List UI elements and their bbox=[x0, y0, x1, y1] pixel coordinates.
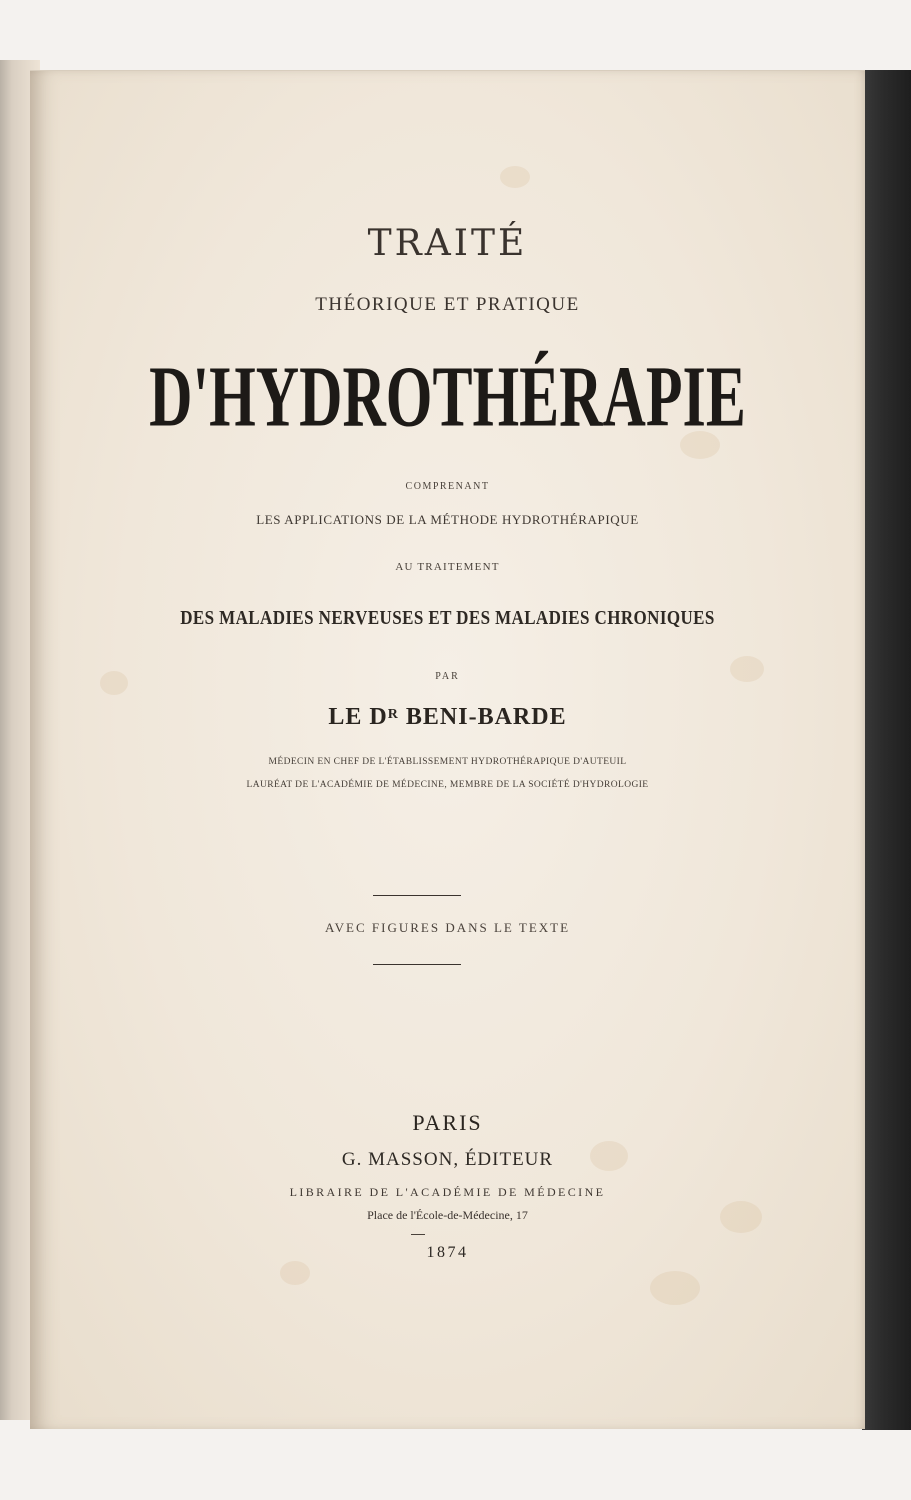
main-title: D'HYDROTHÉRAPIE bbox=[149, 348, 746, 445]
book-cover-edge bbox=[862, 70, 911, 1430]
divider-rule-bottom bbox=[373, 964, 461, 965]
imprint-address: Place de l'École-de-Médecine, 17 bbox=[367, 1208, 528, 1222]
author-name: BENI-BARDE bbox=[405, 704, 567, 730]
imprint-year: 1874 bbox=[426, 1244, 469, 1261]
divider-rule-top bbox=[373, 895, 461, 896]
author-credential-2: LAURÉAT DE L'ACADÉMIE DE MÉDECINE, MEMBRE DE LA SOCIÉTÉ D'HYDROLOGIE bbox=[246, 780, 649, 790]
title-line-2: THÉORIQUE ET PRATIQUE bbox=[315, 294, 580, 315]
author-prefix: LE D bbox=[328, 704, 388, 730]
subtitle-traitement: AU TRAITEMENT bbox=[395, 561, 500, 573]
author-credential-1: MÉDECIN EN CHEF DE L'ÉTABLISSEMENT HYDROTHÉRAPIQUE D'AUTEUIL bbox=[268, 757, 627, 767]
foxing-spot bbox=[650, 1271, 700, 1305]
imprint-publisher-role: LIBRAIRE DE L'ACADÉMIE DE MÉDECINE bbox=[289, 1185, 606, 1199]
foxing-spot bbox=[500, 166, 530, 188]
title-page bbox=[30, 70, 865, 1429]
author-prefix-superscript: R bbox=[387, 707, 399, 722]
year-dash bbox=[411, 1234, 425, 1235]
by-label: PAR bbox=[435, 671, 460, 682]
imprint-city: PARIS bbox=[412, 1110, 483, 1135]
title-line-1: TRAITÉ bbox=[367, 223, 528, 264]
subtitle-maladies: DES MALADIES NERVEUSES ET DES MALADIES CHRONIQUES bbox=[180, 606, 715, 629]
figures-note: AVEC FIGURES DANS LE TEXTE bbox=[324, 920, 571, 935]
subtitle-applications: LES APPLICATIONS DE LA MÉTHODE HYDROTHÉRAPIQUE bbox=[256, 512, 639, 527]
author-line bbox=[30, 704, 865, 731]
foxing-spot bbox=[280, 1261, 310, 1285]
imprint-publisher: G. MASSON, ÉDITEUR bbox=[341, 1149, 554, 1170]
subtitle-comprenant: COMPRENANT bbox=[405, 481, 490, 492]
